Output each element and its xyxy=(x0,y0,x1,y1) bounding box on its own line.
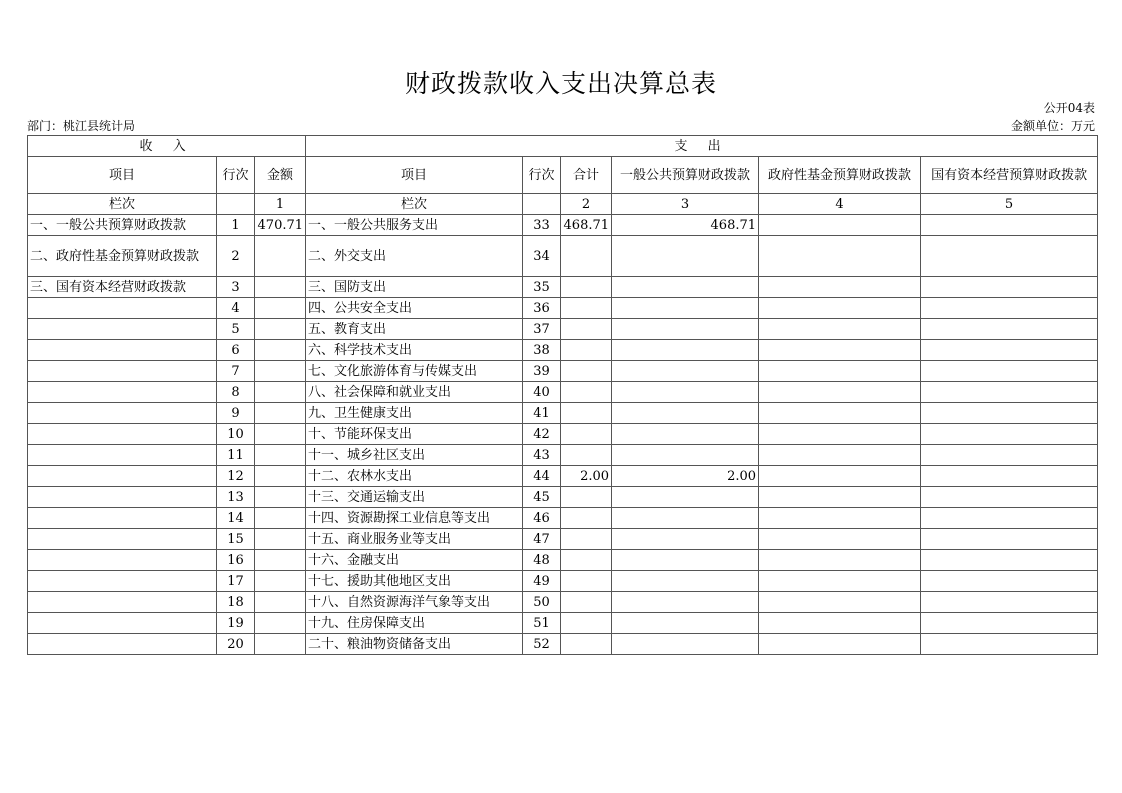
income-item-cell xyxy=(28,382,217,403)
income-amount-cell xyxy=(255,403,306,424)
expense-item-header: 项目 xyxy=(306,157,523,194)
col3-number: 3 xyxy=(612,194,759,215)
income-amount-cell xyxy=(255,445,306,466)
expense-line-cell: 39 xyxy=(523,361,561,382)
general-budget-cell xyxy=(612,487,759,508)
income-amount-cell xyxy=(255,361,306,382)
state-capital-cell xyxy=(921,550,1098,571)
income-column-no-label: 栏次 xyxy=(28,194,217,215)
expense-item-cell: 二、外交支出 xyxy=(306,236,523,277)
table-row xyxy=(28,445,1098,466)
expense-line-cell: 35 xyxy=(523,277,561,298)
income-item-header: 项目 xyxy=(28,157,217,194)
total-cell xyxy=(561,424,612,445)
expense-item-cell: 十、节能环保支出 xyxy=(306,424,523,445)
income-item-cell xyxy=(28,508,217,529)
income-line-cell: 16 xyxy=(217,550,255,571)
income-item-cell xyxy=(28,319,217,340)
expense-line-cell: 42 xyxy=(523,424,561,445)
col5-number: 5 xyxy=(921,194,1098,215)
total-cell xyxy=(561,340,612,361)
state-capital-cell xyxy=(921,236,1098,277)
total-cell xyxy=(561,403,612,424)
general-budget-cell xyxy=(612,319,759,340)
income-amount-cell xyxy=(255,487,306,508)
gov-fund-cell xyxy=(759,529,921,550)
income-line-cell: 8 xyxy=(217,382,255,403)
income-item-cell: 三、国有资本经营财政拨款 xyxy=(28,277,217,298)
income-amount-cell xyxy=(255,236,306,277)
state-capital-cell xyxy=(921,613,1098,634)
income-amount-cell xyxy=(255,382,306,403)
blank-cell xyxy=(523,194,561,215)
income-item-cell xyxy=(28,634,217,655)
general-budget-cell: 468.71 xyxy=(612,215,759,236)
income-line-cell: 12 xyxy=(217,466,255,487)
gov-fund-cell xyxy=(759,634,921,655)
expense-item-cell: 十九、住房保障支出 xyxy=(306,613,523,634)
total-cell xyxy=(561,487,612,508)
col1-number: 1 xyxy=(255,194,306,215)
income-item-cell xyxy=(28,361,217,382)
gov-fund-cell xyxy=(759,445,921,466)
table-row xyxy=(28,613,1098,634)
gov-fund-cell xyxy=(759,340,921,361)
income-line-cell: 17 xyxy=(217,571,255,592)
expense-item-cell: 八、社会保障和就业支出 xyxy=(306,382,523,403)
general-budget-cell xyxy=(612,424,759,445)
income-amount-cell xyxy=(255,592,306,613)
column-header-row xyxy=(28,157,1098,194)
expense-line-cell: 34 xyxy=(523,236,561,277)
general-budget-cell xyxy=(612,634,759,655)
expense-item-cell: 一、一般公共服务支出 xyxy=(306,215,523,236)
total-cell xyxy=(561,298,612,319)
general-budget-cell xyxy=(612,592,759,613)
total-cell xyxy=(561,571,612,592)
expense-line-cell: 49 xyxy=(523,571,561,592)
income-line-cell: 20 xyxy=(217,634,255,655)
expense-line-cell: 46 xyxy=(523,508,561,529)
expense-item-cell: 十四、资源勘探工业信息等支出 xyxy=(306,508,523,529)
income-line-cell: 18 xyxy=(217,592,255,613)
expense-line-cell: 50 xyxy=(523,592,561,613)
income-item-cell xyxy=(28,529,217,550)
gov-fund-cell xyxy=(759,424,921,445)
expense-line-cell: 43 xyxy=(523,445,561,466)
gov-fund-cell xyxy=(759,508,921,529)
state-capital-cell xyxy=(921,634,1098,655)
gov-fund-cell xyxy=(759,277,921,298)
table-row xyxy=(28,508,1098,529)
income-amount-cell xyxy=(255,319,306,340)
income-item-cell xyxy=(28,298,217,319)
state-capital-cell xyxy=(921,424,1098,445)
total-cell xyxy=(561,529,612,550)
expense-line-cell: 41 xyxy=(523,403,561,424)
gov-fund-cell xyxy=(759,466,921,487)
total-header: 合计 xyxy=(561,157,612,194)
total-cell xyxy=(561,508,612,529)
general-budget-cell xyxy=(612,236,759,277)
total-cell xyxy=(561,592,612,613)
general-budget-cell: 2.00 xyxy=(612,466,759,487)
total-cell xyxy=(561,445,612,466)
col4-number: 4 xyxy=(759,194,921,215)
income-item-cell xyxy=(28,613,217,634)
gov-fund-cell xyxy=(759,361,921,382)
income-amount-cell xyxy=(255,424,306,445)
table-row xyxy=(28,298,1098,319)
state-capital-cell xyxy=(921,571,1098,592)
income-item-cell xyxy=(28,487,217,508)
expense-item-cell: 十一、城乡社区支出 xyxy=(306,445,523,466)
income-amount-cell: 470.71 xyxy=(255,215,306,236)
total-cell: 468.71 xyxy=(561,215,612,236)
general-budget-cell xyxy=(612,298,759,319)
income-line-cell: 1 xyxy=(217,215,255,236)
expense-line-cell: 48 xyxy=(523,550,561,571)
expense-column-no-label: 栏次 xyxy=(306,194,523,215)
income-item-cell xyxy=(28,571,217,592)
income-line-cell: 3 xyxy=(217,277,255,298)
general-budget-cell xyxy=(612,529,759,550)
expense-line-cell: 36 xyxy=(523,298,561,319)
general-budget-header: 一般公共预算财政拨款 xyxy=(612,157,759,194)
state-capital-cell xyxy=(921,592,1098,613)
expense-line-header: 行次 xyxy=(523,157,561,194)
income-item-cell: 一、一般公共预算财政拨款 xyxy=(28,215,217,236)
income-amount-cell xyxy=(255,277,306,298)
expense-section-header: 支 出 xyxy=(306,136,1098,157)
state-capital-cell xyxy=(921,466,1098,487)
table-row xyxy=(28,340,1098,361)
total-cell xyxy=(561,277,612,298)
income-line-cell: 10 xyxy=(217,424,255,445)
income-line-cell: 5 xyxy=(217,319,255,340)
table-row xyxy=(28,361,1098,382)
income-item-cell: 二、政府性基金预算财政拨款 xyxy=(28,236,217,277)
table-row xyxy=(28,403,1098,424)
income-line-cell: 13 xyxy=(217,487,255,508)
table-row xyxy=(28,215,1098,236)
state-capital-cell xyxy=(921,340,1098,361)
expense-item-cell: 四、公共安全支出 xyxy=(306,298,523,319)
income-amount-cell xyxy=(255,508,306,529)
general-budget-cell xyxy=(612,571,759,592)
general-budget-cell xyxy=(612,508,759,529)
income-section-header: 收 入 xyxy=(28,136,306,157)
general-budget-cell xyxy=(612,403,759,424)
total-cell xyxy=(561,550,612,571)
table-row xyxy=(28,550,1098,571)
gov-fund-cell xyxy=(759,382,921,403)
income-amount-cell xyxy=(255,298,306,319)
expense-line-cell: 52 xyxy=(523,634,561,655)
expense-item-cell: 十二、农林水支出 xyxy=(306,466,523,487)
expense-item-cell: 十七、援助其他地区支出 xyxy=(306,571,523,592)
expense-item-cell: 九、卫生健康支出 xyxy=(306,403,523,424)
expense-item-cell: 十八、自然资源海洋气象等支出 xyxy=(306,592,523,613)
state-capital-cell xyxy=(921,487,1098,508)
general-budget-cell xyxy=(612,340,759,361)
income-item-cell xyxy=(28,445,217,466)
expense-item-cell: 六、科学技术支出 xyxy=(306,340,523,361)
gov-fund-cell xyxy=(759,613,921,634)
table-row xyxy=(28,487,1098,508)
gov-fund-cell xyxy=(759,550,921,571)
income-amount-cell xyxy=(255,340,306,361)
table-row xyxy=(28,319,1098,340)
state-capital-cell xyxy=(921,277,1098,298)
expense-item-cell: 十六、金融支出 xyxy=(306,550,523,571)
gov-fund-cell xyxy=(759,592,921,613)
income-amount-header: 金额 xyxy=(255,157,306,194)
income-amount-cell xyxy=(255,634,306,655)
gov-fund-cell xyxy=(759,487,921,508)
expense-item-cell: 十五、商业服务业等支出 xyxy=(306,529,523,550)
table-row xyxy=(28,382,1098,403)
form-code: 公开04表 xyxy=(1043,101,1095,115)
state-capital-cell xyxy=(921,215,1098,236)
general-budget-cell xyxy=(612,613,759,634)
income-amount-cell xyxy=(255,550,306,571)
income-line-cell: 14 xyxy=(217,508,255,529)
state-capital-cell xyxy=(921,319,1098,340)
total-cell xyxy=(561,634,612,655)
state-capital-header: 国有资本经营预算财政拨款 xyxy=(921,157,1098,194)
expense-item-cell: 七、文化旅游体育与传媒支出 xyxy=(306,361,523,382)
general-budget-cell xyxy=(612,277,759,298)
state-capital-cell xyxy=(921,361,1098,382)
table-row xyxy=(28,634,1098,655)
income-line-cell: 2 xyxy=(217,236,255,277)
state-capital-cell xyxy=(921,445,1098,466)
income-line-cell: 4 xyxy=(217,298,255,319)
department-label: 部门：桃江县统计局 xyxy=(27,119,136,133)
section-header-row xyxy=(28,136,1098,157)
expense-line-cell: 37 xyxy=(523,319,561,340)
table-row xyxy=(28,571,1098,592)
income-item-cell xyxy=(28,403,217,424)
income-item-cell xyxy=(28,424,217,445)
expense-item-cell: 三、国防支出 xyxy=(306,277,523,298)
report-title: 财政拨款收入支出决算总表 xyxy=(404,69,717,98)
table-row xyxy=(28,277,1098,298)
expense-line-cell: 45 xyxy=(523,487,561,508)
column-number-row xyxy=(28,194,1098,215)
state-capital-cell xyxy=(921,403,1098,424)
income-line-header: 行次 xyxy=(217,157,255,194)
general-budget-cell xyxy=(612,382,759,403)
expense-line-cell: 44 xyxy=(523,466,561,487)
expense-line-cell: 33 xyxy=(523,215,561,236)
income-item-cell xyxy=(28,466,217,487)
income-amount-cell xyxy=(255,529,306,550)
table-row xyxy=(28,424,1098,445)
expense-line-cell: 38 xyxy=(523,340,561,361)
budget-summary-table xyxy=(27,135,1098,655)
expense-item-cell: 二十、粮油物资储备支出 xyxy=(306,634,523,655)
table-row xyxy=(28,236,1098,277)
col2-number: 2 xyxy=(561,194,612,215)
income-item-cell xyxy=(28,550,217,571)
gov-fund-cell xyxy=(759,298,921,319)
table-row xyxy=(28,466,1098,487)
total-cell xyxy=(561,319,612,340)
state-capital-cell xyxy=(921,382,1098,403)
state-capital-cell xyxy=(921,508,1098,529)
income-amount-cell xyxy=(255,571,306,592)
gov-fund-cell xyxy=(759,215,921,236)
general-budget-cell xyxy=(612,445,759,466)
state-capital-cell xyxy=(921,529,1098,550)
gov-fund-header: 政府性基金预算财政拨款 xyxy=(759,157,921,194)
amount-unit-label: 金额单位：万元 xyxy=(1010,119,1095,133)
gov-fund-cell xyxy=(759,571,921,592)
gov-fund-cell xyxy=(759,236,921,277)
income-line-cell: 7 xyxy=(217,361,255,382)
blank-cell xyxy=(217,194,255,215)
income-amount-cell xyxy=(255,613,306,634)
gov-fund-cell xyxy=(759,319,921,340)
expense-item-cell: 五、教育支出 xyxy=(306,319,523,340)
income-line-cell: 11 xyxy=(217,445,255,466)
gov-fund-cell xyxy=(759,403,921,424)
income-line-cell: 19 xyxy=(217,613,255,634)
income-amount-cell xyxy=(255,466,306,487)
income-item-cell xyxy=(28,340,217,361)
state-capital-cell xyxy=(921,298,1098,319)
expense-item-cell: 十三、交通运输支出 xyxy=(306,487,523,508)
expense-line-cell: 40 xyxy=(523,382,561,403)
expense-line-cell: 47 xyxy=(523,529,561,550)
general-budget-cell xyxy=(612,550,759,571)
total-cell xyxy=(561,236,612,277)
income-item-cell xyxy=(28,592,217,613)
expense-line-cell: 51 xyxy=(523,613,561,634)
total-cell xyxy=(561,382,612,403)
table-row xyxy=(28,529,1098,550)
total-cell xyxy=(561,613,612,634)
total-cell: 2.00 xyxy=(561,466,612,487)
income-line-cell: 9 xyxy=(217,403,255,424)
income-line-cell: 6 xyxy=(217,340,255,361)
table-row xyxy=(28,592,1098,613)
general-budget-cell xyxy=(612,361,759,382)
total-cell xyxy=(561,361,612,382)
income-line-cell: 15 xyxy=(217,529,255,550)
